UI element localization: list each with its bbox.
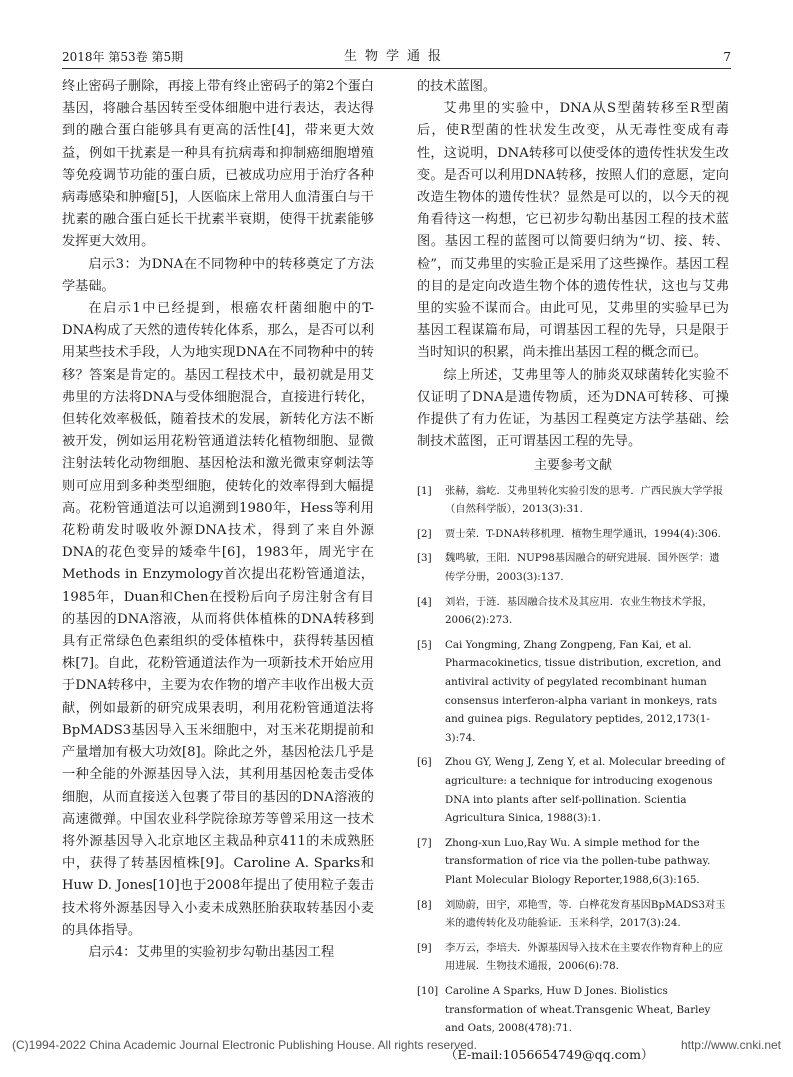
reference-number: [4] [417, 595, 432, 608]
reference-text: 刘励蔚，田宇，邓艳雪，等．白桦花发育基因BpMADS3对玉米的遗传转化及功能验证．玉米科学，2017(3):24. [445, 898, 726, 930]
reference-item [417, 753, 729, 827]
header-rule [62, 68, 731, 69]
reference-text: Zhong-xun Luo,Ray Wu. A simple method for the transformation of rice via the pollen-tube pathway. Plant Molecular Biology Reporter,1988,6(3):165. [445, 836, 711, 886]
reference-text: Cai Yongming, Zhang Zongpeng, Fan Kai, et al. Pharmacokinetics, tissue distribution, excretion, and antiviral activity of pegylated recombinant human consensus interferon-alpha variant in monkeys, rats and guinea pigs. Regulatory peptides, 2012,173(1-3):74. [445, 638, 722, 744]
reference-item [417, 525, 729, 544]
reference-text: 魏鸣敏，王阳．NUP98基因融合的研究进展．国外医学：遗传学分册，2003(3):137. [445, 552, 720, 584]
reference-item [417, 593, 729, 630]
reference-text: Zhou GY, Weng J, Zeng Y, et al. Molecular breeding of agriculture: a technique for introducing exogenous DNA into plants after self-pollination. Scientia Agricultura Sinica, 1988(3):1. [445, 756, 725, 825]
running-header [62, 48, 731, 68]
reference-item [417, 896, 729, 933]
reference-list [417, 482, 729, 1038]
reference-text: 贾士荣．T-DNA转移机理．植物生理学通讯，1994(4):306. [445, 527, 721, 540]
reference-number: [1] [417, 484, 432, 497]
references-title: 主要参考文献 [533, 458, 612, 474]
author-email: （E-mail:1056654749@qq.com） [445, 1046, 654, 1062]
section-heading: 启示3：为DNA在不同物种中的转移奠定了方法学基础。 [62, 256, 374, 294]
reference-item [417, 482, 729, 519]
reference-number: [6] [417, 756, 432, 769]
reference-text: 刘岩，于涟．基因融合技术及其应用．农业生物技术学报，2006(2):273. [445, 595, 713, 627]
reference-item [417, 834, 729, 890]
reference-number: [3] [417, 552, 432, 565]
paragraph: 的技术蓝图。 [417, 79, 497, 94]
reference-item [417, 636, 729, 748]
reference-text: 李万云，李培夫．外源基因导入技术在主要农作物育种上的应用进展．生物技术通报，2006(6):78. [445, 941, 724, 973]
footer-link[interactable]: http://www.cnki.net [680, 1038, 781, 1052]
reference-number: [7] [417, 836, 432, 849]
reference-text: 张赫，翁屹．艾弗里转化实验引发的思考．广西民族大学学报（自然科学版），2013(3):31. [445, 484, 724, 516]
reference-item [417, 982, 729, 1038]
right-column [417, 76, 729, 1066]
paragraph: 在启示1中已经提到，根癌农杆菌细胞中的T-DNA构成了天然的遗传转化体系，那么，是否可以利用某些技术手段，人为地实现DNA在不同物种中的转移？答案是肯定的。基因工程技术中，最初就是用艾弗里的方法将DNA与受体细胞混合，直接进行转化，但转化效率极低，随着技术的发展，新转化方法不断被开发，例如运用花粉管通道法转化植物细胞、显微注射法转化动物细胞、基因枪法和激光微束穿刺法等则可应用到多种类型细胞，使转化的效率得到大幅提高。花粉管通道法可以追溯到1980年，Hess等利用花粉萌发时吸收外源DNA技术，得到了来自外源DNA的花色变异的矮牵牛[6]，1983年，周光宇在Methods in Enzymology首次提出花粉管通道法，1985年，Duan和Chen在授粉后向子房注射含有目的基因的DNA溶液，从而将供体植株的DNA转移到具有正常绿色色素组织的受体植株中，获得转基因植株[7]。自此，花粉管通道法作为一项新技术开始应用于DNA转移中，主要为农作物的增产丰收作出极大贡献，例如最新的研究成果表明，利用花粉管通道法将BpMADS3基因导入玉米细胞中，对玉米花期提前和产量增加有极大功效[8]。除此之外，基因枪法几乎是一种全能的外源基因导入法，其利用基因枪轰击受体细胞，从而直接送入包裹了带目的基因的DNA溶液的高速微弹。中国农业科学院徐琼芳等曾采用这一技术将外源基因导入北京地区主栽品种京411的未成熟胚中，获得了转基因植株[9]。Caroline A. Sparks和Huw D. Jones[10]也于2008年提出了使用粒子轰击技术将外源基因导入小麦未成熟胚胎获取转基因小麦的具体指导。 [62, 301, 374, 938]
page-number: 7 [723, 50, 731, 64]
journal-name: 生物学通报 [343, 49, 449, 64]
paragraph: 终止密码子删除，再接上带有终止密码子的第2个蛋白基因，将融合基因转至受体细胞中进行表达，表达得到的融合蛋白能够具有更高的活性[4]，带来更大效益，例如干扰素是一种具有抗病毒和抑制癌细胞增殖等免疫调节功能的蛋白质，已被成功应用于治疗各种病毒感染和肿瘤[5]，人医临床上常用人血清蛋白与干扰素的融合蛋白延长干扰素半衰期，使得干扰素能够发挥更大效用。 [62, 79, 374, 250]
section-heading: 启示4：艾弗里的实验初步勾勒出基因工程 [88, 944, 335, 960]
issue-info: 2018年 第53卷 第5期 [62, 50, 184, 64]
reference-item [417, 939, 729, 976]
reference-text: Caroline A Sparks, Huw D Jones. Biolistics transformation of wheat.Transgenic Wheat, Barley and Oats, 2008(478):71. [445, 984, 711, 1035]
reference-number: [5] [417, 638, 432, 651]
left-column [62, 76, 374, 964]
reference-number: [8] [417, 898, 432, 911]
reference-item [417, 549, 729, 586]
reference-number: [10] [417, 984, 439, 997]
reference-number: [2] [417, 527, 432, 540]
copyright-notice: (C)1994-2022 China Academic Journal Electronic Publishing House. All rights reserved. [12, 1038, 477, 1052]
reference-number: [9] [417, 941, 432, 954]
paragraph: 综上所述，艾弗里等人的肺炎双球菌转化实验不仅证明了DNA是遗传物质，还为DNA可转移、可操作提供了有力佐证，为基因工程奠定方法学基础、绘制技术蓝图，正可谓基因工程的先导。 [417, 367, 729, 450]
paragraph: 艾弗里的实验中，DNA从S型菌转移至R型菌后，使R型菌的性状发生改变，从无毒性变成有毒性，这说明，DNA转移可以使受体的遗传性状发生改变。是否可以利用DNA转移，按照人们的意愿，定向改造生物体的遗传性状？显然是可以的，以今天的视角看待这一构想，它已初步勾勒出基因工程的技术蓝图。基因工程的蓝图可以简要归纳为“切、接、转、检”，而艾弗里的实验正是采用了这些操作。基因工程的目的是定向改造生物个体的遗传性状，这也与艾弗里的实验不谋而合。由此可见，艾弗里的实验早已为基因工程谋篇布局，可谓基因工程的先导，只是限于当时知识的积累，尚未推出基因工程的概念而已。 [417, 101, 729, 361]
